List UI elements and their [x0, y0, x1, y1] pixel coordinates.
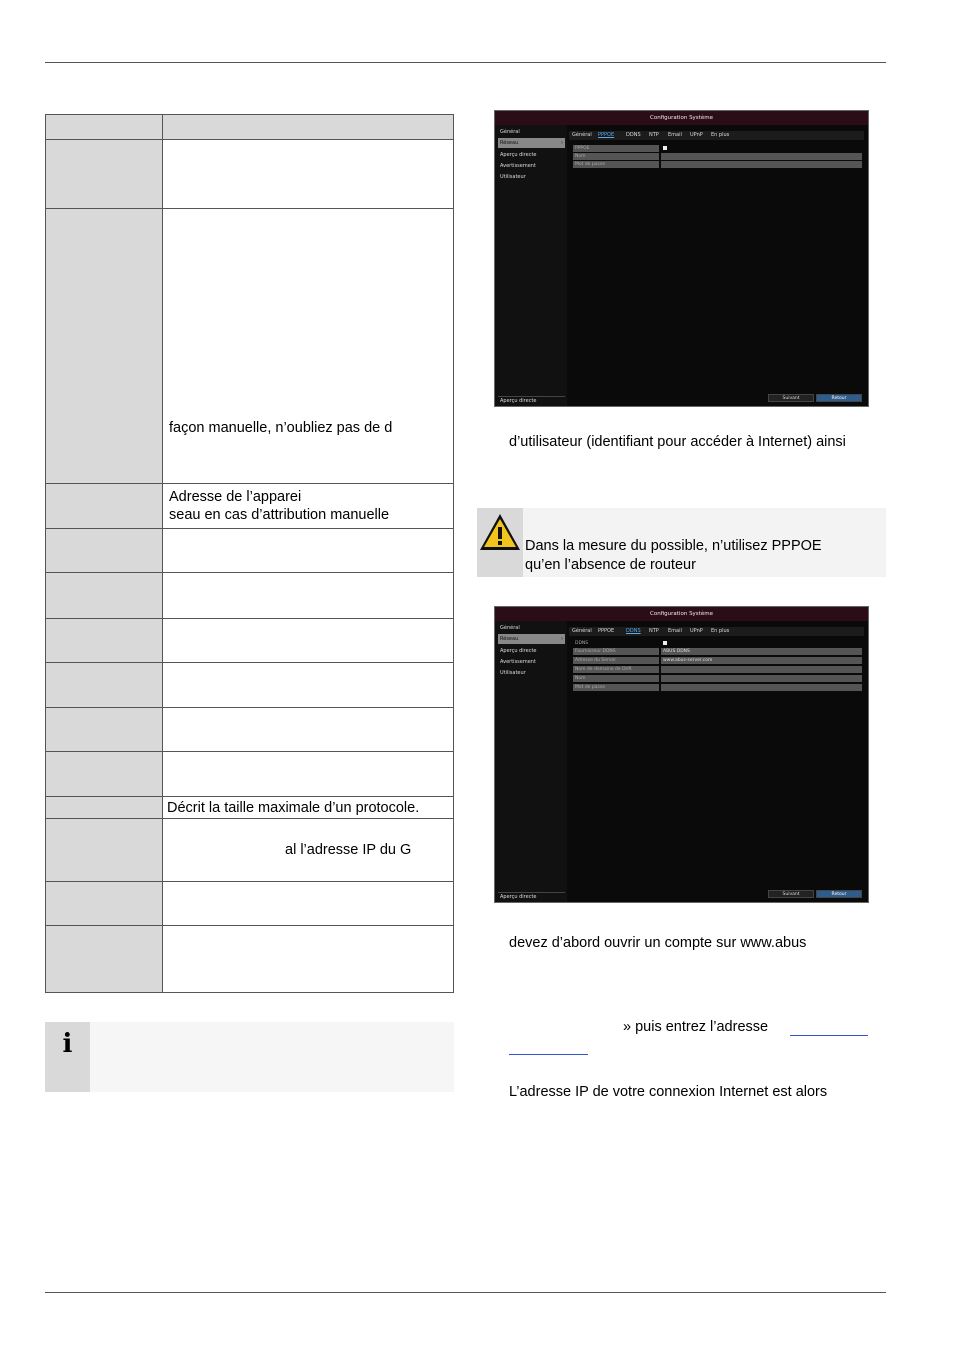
- table-row-text: [163, 573, 454, 619]
- ddns-provider-select[interactable]: ABUS DDNS: [661, 648, 862, 655]
- table-row-text: [163, 708, 454, 752]
- table-row-text: Décrit la taille maximale d’un protocole.: [163, 797, 454, 819]
- warning-text-line: qu’en l’absence de routeur: [525, 557, 696, 573]
- sidebar-item-network[interactable]: Réseau ›: [500, 140, 563, 146]
- table-row-text-line: seau en cas d’attribution manuelle: [169, 507, 390, 523]
- sidebar-item-general[interactable]: Général: [500, 625, 520, 631]
- server-address-row: [573, 657, 862, 665]
- ddns-provider-label: Fournisseur DDNS: [573, 648, 659, 655]
- table-row: [46, 619, 454, 663]
- table-row: [46, 708, 454, 752]
- table-row-text: [163, 926, 454, 993]
- table-row: [46, 797, 454, 819]
- table-row: [46, 573, 454, 619]
- screen-tabs: [569, 627, 864, 636]
- table-row-text: [163, 140, 454, 209]
- sidebar-item-user[interactable]: Utilisateur: [500, 174, 526, 180]
- tab-ddns[interactable]: DDNS: [626, 628, 641, 634]
- top-rule: [45, 62, 886, 63]
- table-row-label: [46, 529, 163, 573]
- sidebar-item-general[interactable]: Général: [500, 129, 520, 135]
- tab-pppoe[interactable]: PPPOE: [598, 132, 615, 138]
- tab-upnp[interactable]: UPnP: [690, 132, 703, 138]
- sidebar-item-alarm[interactable]: Avertissement: [500, 163, 536, 169]
- screen-sidebar: [495, 621, 567, 902]
- table-row-text: [163, 752, 454, 797]
- back-button[interactable]: Retour: [816, 394, 862, 402]
- sidebar-item-alarm[interactable]: Avertissement: [500, 659, 536, 665]
- table-row: [46, 819, 454, 882]
- paragraph-enter-address: » puis entrez l’adresse: [623, 1019, 769, 1035]
- pppoe-label: PPPOE: [573, 145, 659, 152]
- table-row-text: [163, 529, 454, 573]
- tab-general[interactable]: Général: [572, 132, 592, 138]
- paragraph-account: devez d’abord ouvrir un compte sur www.abus: [509, 935, 807, 951]
- table-row-label: [46, 209, 163, 484]
- table-row-label: [46, 752, 163, 797]
- screen-title: Configuration Système: [495, 607, 868, 621]
- username-label: Nom: [573, 675, 659, 682]
- table-header-row: [46, 115, 454, 140]
- tab-email[interactable]: Email: [668, 628, 682, 634]
- domain-name-row: [573, 666, 862, 674]
- pppoe-checkbox[interactable]: [663, 146, 667, 150]
- tab-ddns[interactable]: DDNS: [626, 132, 641, 138]
- warning-note-box: [477, 508, 886, 577]
- table-row: [46, 663, 454, 708]
- username-field[interactable]: [661, 675, 862, 682]
- table-row: [46, 209, 454, 484]
- table-row: [46, 752, 454, 797]
- screen-sidebar: [495, 125, 567, 406]
- table-row: [46, 529, 454, 573]
- warning-text: [525, 537, 822, 575]
- table-row-label: [46, 619, 163, 663]
- sidebar-item-user[interactable]: Utilisateur: [500, 670, 526, 676]
- link-underline[interactable]: [790, 1035, 868, 1036]
- warning-triangle-icon: [477, 510, 523, 556]
- bottom-rule: [45, 1292, 886, 1293]
- table-row-text: [163, 619, 454, 663]
- password-field[interactable]: [661, 684, 862, 691]
- table-header-cell: [46, 115, 163, 140]
- ddns-checkbox[interactable]: [663, 641, 667, 645]
- ddns-provider-row: [573, 648, 862, 656]
- sidebar-item-network[interactable]: Réseau ›: [500, 636, 563, 642]
- parameter-table: [45, 114, 454, 993]
- screen-title: Configuration Système: [495, 111, 868, 125]
- table-row: [46, 140, 454, 209]
- pppoe-row: [573, 145, 862, 153]
- next-button[interactable]: Suivant: [768, 890, 814, 898]
- table-row-label: [46, 484, 163, 529]
- tab-ntp[interactable]: NTP: [649, 628, 659, 634]
- tab-ntp[interactable]: NTP: [649, 132, 659, 138]
- next-button[interactable]: Suivant: [768, 394, 814, 402]
- table-row-label: [46, 140, 163, 209]
- sidebar-live-view-link[interactable]: Aperçu directe: [498, 396, 565, 404]
- table-row-label: [46, 819, 163, 882]
- table-row-label: [46, 926, 163, 993]
- table-row-text: al l’adresse IP du G: [163, 819, 454, 882]
- username-label: Nom: [573, 153, 659, 160]
- tab-general[interactable]: Général: [572, 628, 592, 634]
- tab-email[interactable]: Email: [668, 132, 682, 138]
- password-row: [573, 684, 862, 692]
- username-row: [573, 153, 862, 161]
- table-row: [46, 926, 454, 993]
- table-row-label: [46, 708, 163, 752]
- server-address-field[interactable]: www.abus-server.com: [661, 657, 862, 664]
- tab-pppoe[interactable]: PPPOE: [598, 628, 615, 634]
- table-row-text: [163, 484, 454, 529]
- password-label: Mot de passe: [573, 161, 659, 168]
- table-row-label: [46, 882, 163, 926]
- paragraph-ip-address: L’adresse IP de votre connexion Internet est alors: [509, 1084, 828, 1100]
- ddns-config-screenshot: [494, 606, 869, 903]
- info-note-box: [45, 1022, 454, 1092]
- pppoe-config-screenshot: [494, 110, 869, 407]
- paragraph-username: d’utilisateur (identifiant pour accéder à Internet) ainsi: [509, 434, 846, 450]
- table-row-text: [163, 663, 454, 708]
- sidebar-live-view-link[interactable]: Aperçu directe: [498, 892, 565, 900]
- table-row: [46, 882, 454, 926]
- warning-icon-cell: [477, 508, 523, 577]
- username-row: [573, 675, 862, 683]
- table-row-text: [163, 882, 454, 926]
- ddns-row: [573, 640, 862, 648]
- info-icon: i: [45, 1022, 90, 1092]
- password-field[interactable]: [661, 161, 862, 168]
- table-row-text: [163, 209, 454, 484]
- sidebar-item-live-view[interactable]: Aperçu directe: [500, 648, 537, 654]
- tab-upnp[interactable]: UPnP: [690, 628, 703, 634]
- sidebar-item-live-view[interactable]: Aperçu directe: [500, 152, 537, 158]
- ddns-label: DDNS: [575, 641, 589, 646]
- table-row-label: [46, 663, 163, 708]
- password-row: [573, 161, 862, 169]
- tab-more[interactable]: En plus: [711, 628, 730, 634]
- table-row: [46, 484, 454, 529]
- warning-text-line: Dans la mesure du possible, n’utilisez PPPOE: [525, 538, 822, 554]
- chevron-right-icon: ›: [561, 140, 563, 146]
- server-address-label: Adresse du Server: [573, 657, 659, 664]
- table-row-label: [46, 573, 163, 619]
- table-row-text-line: façon manuelle, n’oubliez pas de d: [169, 420, 393, 436]
- chevron-right-icon: ›: [561, 636, 563, 642]
- table-row-text-line: Adresse de l’apparei: [169, 489, 302, 505]
- table-header-cell: [163, 115, 454, 140]
- table-row-label: [46, 797, 163, 819]
- username-field[interactable]: [661, 153, 862, 160]
- domain-name-field[interactable]: [661, 666, 862, 673]
- link-underline[interactable]: [509, 1054, 588, 1055]
- domain-name-label: Nom de domaine de DVR: [573, 666, 659, 673]
- tab-more[interactable]: En plus: [711, 132, 730, 138]
- screen-tabs: [569, 131, 864, 140]
- back-button[interactable]: Retour: [816, 890, 862, 898]
- password-label: Mot de passe: [573, 684, 659, 691]
